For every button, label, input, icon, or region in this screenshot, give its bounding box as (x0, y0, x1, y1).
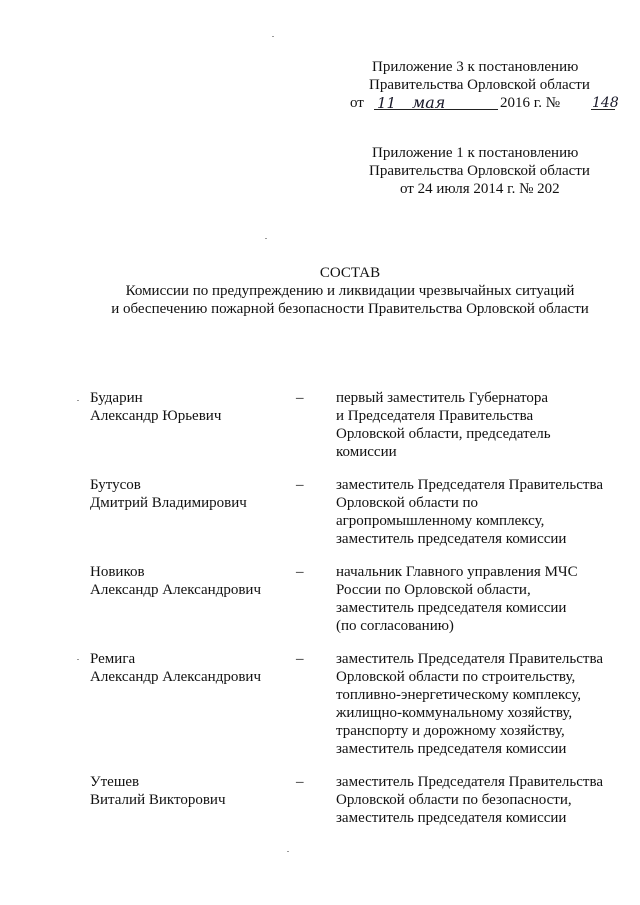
position-line: начальник Главного управления МЧС (336, 564, 578, 580)
member-given-names: Александр Александрович (90, 582, 261, 598)
member-name (90, 389, 280, 425)
member-name (90, 563, 280, 599)
member-position (336, 389, 616, 461)
position-line: заместитель Председателя Правительства (336, 477, 604, 493)
member-name (90, 476, 280, 512)
member-dash: – (296, 390, 304, 406)
attachment-1-header (347, 144, 607, 198)
member-surname: Бударин (90, 390, 143, 406)
member-surname: Утешев (90, 774, 140, 790)
member-dash: – (296, 564, 304, 580)
document-heading (100, 264, 600, 318)
position-line: Орловской области, председатель (336, 426, 551, 442)
heading-title: СОСТАВ (319, 265, 381, 281)
position-line: комиссии (336, 444, 397, 460)
attachment-3-line2: Правительства Орловской области (369, 77, 590, 93)
attachment-3-header (347, 58, 619, 112)
scan-speck (77, 400, 79, 401)
attachment-1-line2: Правительства Орловской области (369, 163, 590, 179)
member-position (336, 563, 616, 635)
date-prefix: от (350, 95, 364, 111)
date-year: 2016 г. № (500, 95, 561, 111)
member-surname: Ремига (90, 651, 136, 667)
handwritten-number: 148 (592, 95, 619, 111)
position-line: (по согласованию) (336, 618, 454, 634)
position-line: агропромышленному комплексу, (336, 513, 545, 529)
position-line: заместитель председателя комиссии (336, 600, 567, 616)
member-position (336, 476, 616, 548)
member-dash: – (296, 477, 304, 493)
member-given-names: Виталий Викторович (90, 792, 226, 808)
member-dash: – (296, 651, 304, 667)
position-line: жилищно-коммунальному хозяйству, (336, 705, 573, 721)
position-line: Орловской области по строительству, (336, 669, 576, 685)
position-line: заместитель председателя комиссии (336, 810, 567, 826)
member-position (336, 650, 616, 758)
member-dash: – (296, 774, 304, 790)
member-given-names: Александр Юрьевич (90, 408, 222, 424)
handwritten-month: мая (412, 93, 446, 112)
attachment-1-line1: Приложение 1 к постановлению (372, 145, 579, 161)
member-given-names: Дмитрий Владимирович (90, 495, 247, 511)
position-line: заместитель Председателя Правительства (336, 651, 604, 667)
position-line: Орловской области по (336, 495, 478, 511)
scan-speck (77, 659, 79, 660)
position-line: и Председателя Правительства (336, 408, 534, 424)
handwritten-day: 11 (377, 94, 397, 112)
scan-speck (287, 851, 289, 852)
member-given-names: Александр Александрович (90, 669, 261, 685)
attachment-3-dateline (347, 93, 619, 112)
position-line: Орловской области по безопасности, (336, 792, 572, 808)
position-line: топливно-энергетическому комплексу, (336, 687, 582, 703)
member-surname: Новиков (90, 564, 145, 580)
position-line: транспорту и дорожному хозяйству, (336, 723, 565, 739)
member-name (90, 650, 280, 686)
position-line: первый заместитель Губернатора (336, 390, 549, 406)
scan-speck (265, 238, 267, 239)
attachment-1-line3: от 24 июля 2014 г. № 202 (400, 181, 560, 197)
scan-speck (272, 36, 274, 37)
attachment-3-line1: Приложение 3 к постановлению (372, 59, 579, 75)
member-surname: Бутусов (90, 477, 141, 493)
position-line: России по Орловской области, (336, 582, 531, 598)
member-position (336, 773, 616, 827)
heading-subtitle-line2: и обеспечению пожарной безопасности Правительства Орловской области (111, 301, 589, 317)
member-name (90, 773, 280, 809)
position-line: заместитель председателя комиссии (336, 531, 567, 547)
position-line: заместитель председателя комиссии (336, 741, 567, 757)
heading-subtitle-line1: Комиссии по предупреждению и ликвидации чрезвычайных ситуаций (125, 283, 575, 299)
position-line: заместитель Председателя Правительства (336, 774, 604, 790)
